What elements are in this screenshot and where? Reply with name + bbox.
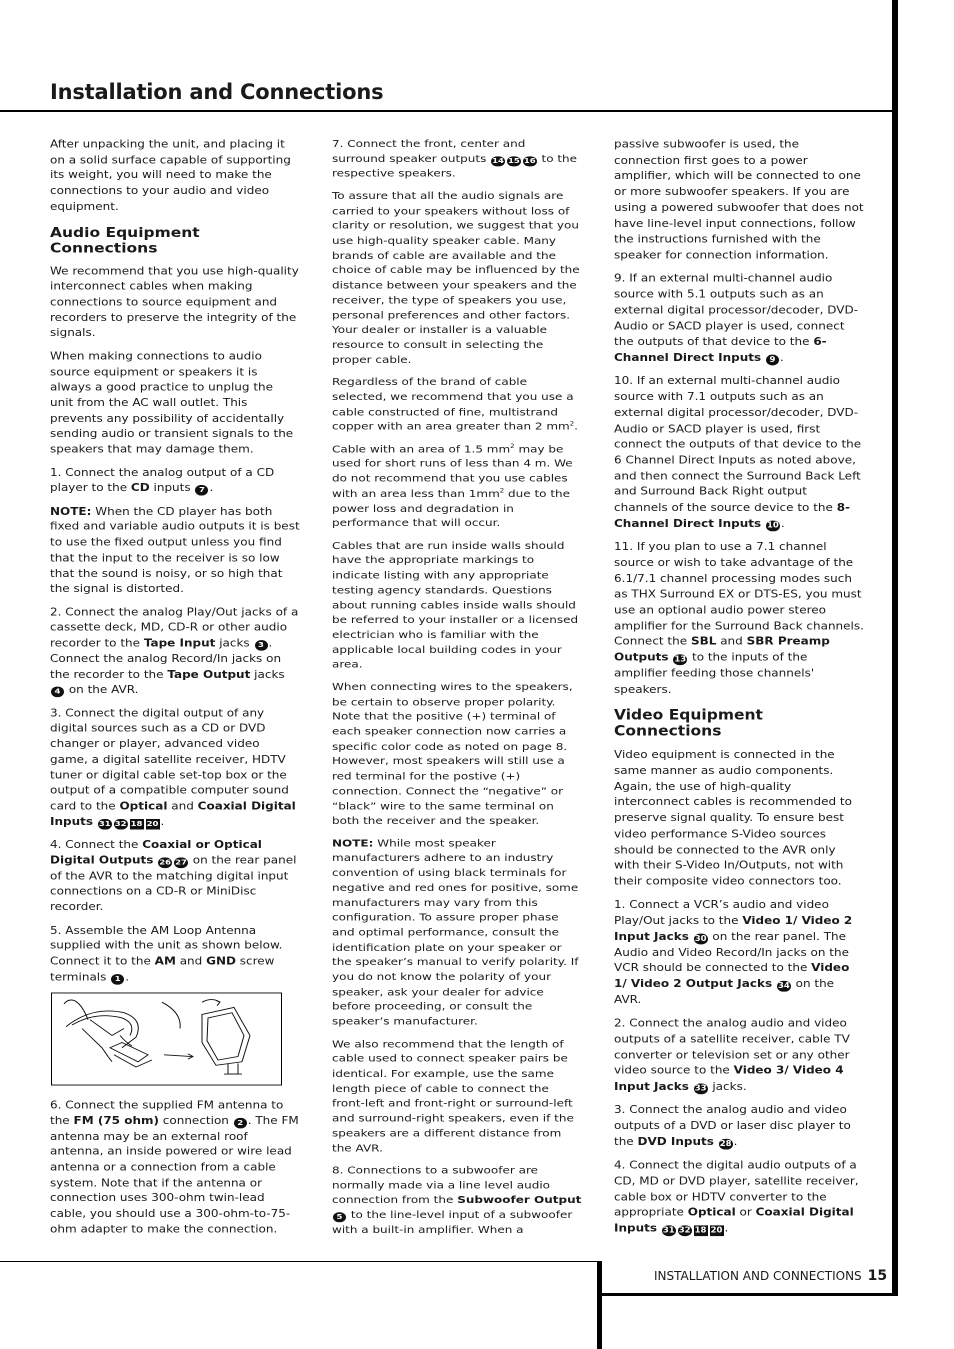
video-step-2: 2. Connect the analog audio and video outputs of a satellite receiver, cable TV converter or television set or any other video source to the Video 3/ Video 4 Input Jacks 33 jacks. (614, 1016, 850, 1094)
callout-square: 20 (146, 819, 159, 829)
page-footer (654, 1268, 887, 1284)
callout-square: 18 (130, 819, 143, 829)
unplug-paragraph: When making connections to audio source equipment or speakers it is always a good practice to unplug the unit from the AC wall outlet. This prevents any possibility of accidentally sending audio or transient signals to the speakers that may damage them. (50, 349, 294, 456)
step-5: 5. Assemble the AM Loop Antenna supplied with the unit as shown below. Connect it to the AM and GND screw terminals 1 . (50, 923, 283, 984)
callout-number: 14 (492, 156, 504, 166)
callout-number: 26 (159, 858, 172, 868)
callout-square: 20 (710, 1226, 723, 1236)
column-3 (614, 137, 864, 1245)
callout-number: 27 (175, 858, 187, 868)
callout-number: 31 (98, 819, 111, 829)
footer-vertical-bar (597, 1261, 602, 1349)
callout-number: 4 (51, 687, 64, 698)
step-6: 6. Connect the supplied FM antenna to the FM (75 ohm) connection 2 . The FM antenna may be an external roof antenna, an inside powered or wire lead antenna or a connection from a cable system. Note that if the antenna or connection uses 300-ohm twin-lead cable, you should use a 300-ohm-to-75-ohm adapter to make the connection. (50, 1098, 299, 1236)
callout-number: 3 (255, 640, 268, 651)
assure-paragraph: To assure that all the audio signals are carried to your speakers without loss of clarity or resolution, we suggest that you use high-quality speaker cable. Many brands of cable are available and the choice of cable may be influenced by the distance between your speakers and the receiver, the type of speakers you use, personal preferences and other factors. Your dealer or installer is a valuable resource to consult in selecting the proper cable. (332, 189, 580, 366)
callout-number: 32 (678, 1226, 691, 1236)
step-1: 1. Connect the analog output of a CD player to the CD inputs 7 . (50, 466, 275, 495)
header-rule (0, 110, 893, 112)
callout-number: 34 (777, 981, 790, 991)
step-9: 9. If an external multi-channel audio source with 5.1 outputs such as an external digital processor/decoder, DVD-Audio or SACD player is used, connect the outputs of that device to the 6-Channel Direct Inputs 9 . (614, 272, 859, 365)
cable-area-paragraph: Cable with an area of 1.5 $mm^2$ may be used for short runs of less than 4 m. We do not recommend that you use cables with an area less than $1mm^2$ due to the power loss and degradation in performance that will occur. (332, 442, 573, 529)
callout-number: 5 (333, 1212, 346, 1222)
step-11: 11. If you plan to use a 7.1 channel source or wish to take advantage of the 6.1/7.1 channel processing modes such as THX Surround EX or DTS-ES, you must use an optional audio power stereo amplifier for the Surround Back channels. Connect the SBL and SBR Preamp Outputs 13 to the inputs of the amplifier feeding those channels' speakers. (614, 540, 864, 696)
callout-number: 13 (674, 655, 687, 665)
video-intro-paragraph: Video equipment is connected in the same manner as audio components. Again, the use of high-quality interconnect cables is recommended to preserve signal quality. To ensure best video performance S-Video sources should be connected to the AVR only with their S-Video In/Outputs, not with their composite video connectors too. (614, 748, 852, 888)
callout-number: 28 (719, 1139, 732, 1149)
walls-paragraph: Cables that are run inside walls should have the appropriate markings to indicate listing with any appropriate testing agency standards. Questions about running cables inside walls should be referred to your installer or a licensed electrician who is familiar with the applicable local building codes in your area. (332, 539, 579, 671)
intro-paragraph: After unpacking the unit, and placing it on a solid surface capable of supporting its weight, you will need to make the connections to your audio and video equipment. (50, 137, 291, 213)
step-2: 2. Connect the analog Play/Out jacks of a cassette deck, MD, CD-R or other audio recorder to the Tape Input jacks 3 . Connect the analog Record/In jacks on the recorder to the Tape Output jacks 4 on the AVR. (50, 605, 299, 697)
callout-number: 9 (766, 355, 779, 366)
step-3: 3. Connect the digital output of any digital sources such as a CD or DVD changer or player, advanced video game, a digital satellite receiver, HDTV tuner or digital cable set-top box or the output of a compatible computer sound card to the Optical and Coaxial Digital Inputs 31 32 18 20 . (50, 706, 296, 829)
callout-number: 15 (507, 156, 520, 166)
video-section-heading: Video Equipment Connections (614, 707, 763, 740)
recommend-paragraph: We recommend that you use high-quality interconnect cables when making connections to source equipment and recorders to preserve the integrity of the signals. (50, 264, 299, 339)
callout-number: 7 (195, 485, 208, 496)
callout-number: 32 (114, 819, 127, 829)
am-loop-antenna-illustration (51, 993, 282, 1086)
regardless-paragraph: Regardless of the brand of cable selected, we recommend that you use a cable constructed of fine, multistrand copper with an area greater than 2 $mm^2$. (332, 375, 578, 433)
right-edge-bar (892, 0, 898, 1295)
video-step-3: 3. Connect the analog audio and video outputs of a DVD or laser disc player to the DVD Inputs 28 . (614, 1103, 851, 1149)
step-8: 8. Connections to a subwoofer are normally made via a line level audio connection from the Subwoofer Output 5 to the line-level input of a subwoofer with a built-in amplifier. When a (332, 1164, 582, 1236)
page-title: Installation and Connections (50, 80, 384, 104)
note-cd: NOTE: When the CD player has both fixed and variable audio outputs it is best to use the fixed output unless you find that the input to the receiver is so low that the sound is noisy, or so high that the signal is distorted. (50, 504, 300, 595)
column-1 (50, 137, 300, 1245)
audio-section-heading: Audio Equipment Connections (50, 224, 200, 256)
step-10: 10. If an external multi-channel audio source with 7.1 outputs such as an external digital processor/decoder, DVD-Audio or SACD player is used, first connect the outputs of that device to the 6 Channel Direct Inputs as noted above, and then connect the Surround Back Left and Surround Back Right output channels of the source device to the 8-Channel Direct Inputs 10 . (614, 374, 862, 531)
callout-number: 30 (694, 934, 707, 944)
footer-underline (600, 1293, 898, 1296)
callout-square: 18 (694, 1226, 707, 1236)
polarity-paragraph: When connecting wires to the speakers, be certain to observe proper polarity. Note that the positive (+) terminal of each speaker connection now carries a specific color code as noted on page 8. However, most speakers will still use a red terminal for the postive (+) connection. Connect the “negative” or “black” wire to the same terminal on both the receiver and the speaker. (332, 680, 573, 827)
callout-number: 2 (234, 1118, 247, 1129)
callout-number: 1 (111, 974, 124, 985)
footer-label: INSTALLATION AND CONNECTIONS (654, 1269, 862, 1283)
page-number: 15 (867, 1268, 888, 1284)
video-step-1: 1. Connect a VCR’s audio and video Play/Out jacks to the Video 1/ Video 2 Input Jacks 30 on the rear panel. The Audio and Video Record/In jacks on the VCR should be connected to the Video 1/ Video 2 Output Jacks 34 on the AVR. (614, 898, 853, 1006)
antenna-assembly-drawing (52, 994, 281, 1085)
column-2 (332, 137, 582, 1245)
video-step-4: 4. Connect the digital audio outputs of a CD, MD or DVD player, satellite receiver, cable box or HDTV converter to the appropriate Optical or Coaxial Digital Inputs 31 32 18 20 . (614, 1158, 859, 1236)
footer-rule (0, 1261, 600, 1262)
callout-number: 16 (523, 156, 536, 166)
callout-number: 10 (766, 521, 779, 531)
length-paragraph: We also recommend that the length of cable used to connect speaker pairs be identical. For example, use the same length piece of cable to connect the front-left and front-right or surround-left and surround-right speakers, even if the speakers are a different distance from the AVR. (332, 1037, 574, 1154)
passive-sub-paragraph: passive subwoofer is used, the connection first goes to a power amplifier, which will be connected to one or more subwoofer speakers. If you are using a powered subwoofer that does not have line-level input connections, follow the instructions furnished with the speaker for connection information. (614, 137, 864, 261)
note-polarity: NOTE: While most speaker manufacturers adhere to an industry convention of using black terminals for negative and red ones for positive, some manufacturers may vary from this configuration. To assure proper phase and optimal performance, consult the identification plate on your speaker or the speaker’s manual to verify polarity. If you do not know the polarity of your speaker, ask your dealer for advice before proceeding, or consult the speaker’s manufacturer. (332, 837, 579, 1028)
callout-number: 33 (694, 1084, 707, 1094)
callout-number: 31 (662, 1226, 675, 1236)
step-7: 7. Connect the front, center and surround speaker outputs 14 15 16 to the respective speakers. (332, 137, 578, 180)
step-4: 4. Connect the Coaxial or Optical Digital Outputs 26 27 on the rear panel of the AVR to the matching digital input connections on a CD-R or MiniDisc recorder. (50, 838, 297, 913)
